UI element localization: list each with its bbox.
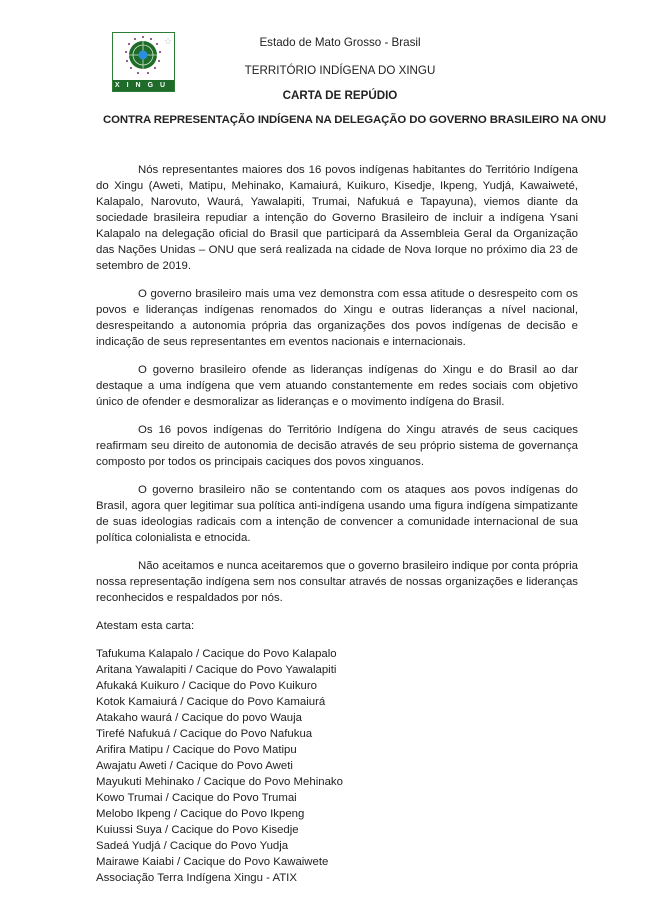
signatory: Melobo Ikpeng / Cacique do Povo Ikpeng (96, 808, 305, 820)
paragraph-5: O governo brasileiro não se contentando com os ataques aos povos indígenas do Brasil, agora quer legitimar sua política anti-indígena usando uma figura indígena simpatizante de suas ideologias radicais com a intenção de convencer a comunidade internacional de sua política colonialista e etnocida. (96, 484, 578, 544)
signatory-list (96, 646, 578, 886)
signatory: Tirefé Nafukuá / Cacique do Povo Nafukua (96, 728, 313, 740)
signatory: Kowo Trumai / Cacique do Povo Trumai (96, 792, 297, 804)
document-subtitle: CONTRA REPRESENTAÇÃO INDÍGENA NA DELEGAÇÃO DO GOVERNO BRASILEIRO NA ONU (103, 114, 606, 126)
signatory: Afukaká Kuikuro / Cacique do Povo Kuikuro (96, 680, 317, 692)
signatory: Atakaho waurá / Cacique do povo Wauja (96, 712, 302, 724)
letter-body (96, 162, 578, 886)
paragraph-1: Nós representantes maiores dos 16 povos indígenas habitantes do Território Indígena do Xingu (Aweti, Matipu, Mehinako, Kamaiurá, Kuikuro, Kisedje, Ikpeng, Yudjá, Kawaiweté, Kalapalo, Narovuto, Waurá, Yawalapiti, Trumai, Nafukuá e Tapayuna), viemos diante da sociedade brasileira repudiar a intenção do Governo Brasileiro de incluir a indígena Ysani Kalapalo na delegação oficial do Brasil que participará da Assembleia Geral da Organização das Nações Unidas – ONU que será realizada na cidade de Nova Iorque no próximo dia 23 de setembro de 2019. (96, 164, 578, 272)
signatory: Arifira Matipu / Cacique do Povo Matipu (96, 744, 297, 756)
signatory: Kotok Kamaiurá / Cacique do Povo Kamaiurá (96, 696, 326, 708)
paragraph-6: Não aceitamos e nunca aceitaremos que o governo brasileiro indique por conta própria nossa representação indígena sem nos consultar através de nossas organizações e lideranças reconhecidos e respaldados por nós. (96, 560, 578, 604)
document-title: CARTA DE REPÚDIO (282, 89, 398, 102)
svg-text:☆: ☆ (164, 36, 173, 46)
paragraph-4: Os 16 povos indígenas do Território Indígena do Xingu através de seus caciques reafirmam seu direito de autonomia de decisão através de seu próprio sistema de governança composto por todos os principais caciques dos povos xinguanos. (96, 424, 578, 468)
signatory: Mayukuti Mehinako / Cacique do Povo Mehinako (96, 776, 343, 788)
logo-label: XINGU (114, 82, 173, 89)
xingu-logo (112, 32, 175, 92)
state-heading: Estado de Mato Grosso - Brasil (259, 36, 421, 49)
signatory: Tafukuma Kalapalo / Cacique do Povo Kalapalo (96, 648, 337, 660)
signatory: Kuiussi Suya / Cacique do Povo Kisedje (96, 824, 299, 836)
signatory: Aritana Yawalapiti / Cacique do Povo Yawalapiti (96, 664, 337, 676)
signatory: Mairawe Kaiabi / Cacique do Povo Kawaiwete (96, 856, 329, 868)
paragraph-2: O governo brasileiro mais uma vez demonstra com essa atitude o desrespeito com os povos e lideranças indígenas renomados do Xingu e outras lideranças a nível nacional, desrespeitando a autonomia própria das organizações dos povos indígenas de decisão e indicação de seus representantes em eventos nacionais e internacionais. (96, 288, 578, 348)
signatory: Awajatu Aweti / Cacique do Povo Aweti (96, 760, 293, 772)
attest-label: Atestam esta carta: (96, 620, 195, 632)
signatory: Sadeá Yudjá / Cacique do Povo Yudja (96, 840, 289, 852)
paragraph-3: O governo brasileiro ofende as lideranças indígenas do Xingu e do Brasil ao dar destaque a uma indígena que vem atuando constantemente em redes sociais com objetivo único de ofender e desmoralizar as lideranças e o movimento indígena do Brasil. (96, 364, 578, 408)
signatory: Associação Terra Indígena Xingu - ATIX (96, 872, 297, 884)
territory-heading: TERRITÓRIO INDÍGENA DO XINGU (244, 64, 436, 77)
